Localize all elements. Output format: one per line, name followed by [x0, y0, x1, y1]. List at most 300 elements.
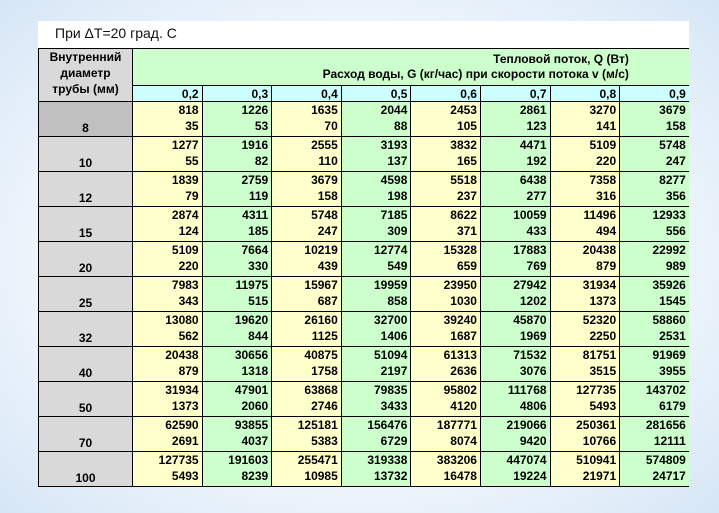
heat-flow-value: 79835: [374, 383, 408, 397]
water-flow-value: 2250: [589, 329, 617, 343]
water-flow-value: 158: [317, 189, 338, 203]
value-cell: [272, 312, 342, 347]
heat-flow-value: 125181: [297, 418, 338, 432]
water-flow-value: 5383: [311, 434, 338, 448]
value-cell: [480, 382, 550, 417]
heat-flow-value: 12933: [652, 208, 686, 222]
water-flow-value: 247: [665, 154, 686, 168]
heat-flow-value: 19959: [374, 278, 408, 292]
heat-flow-value: 95802: [443, 383, 477, 397]
diameter-cell: 40: [39, 347, 133, 382]
value-cell: [133, 417, 203, 452]
heat-flow-value: 62590: [165, 418, 199, 432]
heat-flow-value: 11975: [235, 278, 269, 292]
table-row: [39, 417, 690, 452]
heat-flow-value: 17883: [513, 243, 547, 257]
value-cell: [341, 312, 411, 347]
value-cell: [202, 277, 272, 312]
value-cell: [272, 137, 342, 172]
water-flow-value: 989: [665, 259, 686, 273]
value-cell: [133, 172, 203, 207]
value-cell: [341, 242, 411, 277]
water-flow-value: 6179: [659, 399, 686, 413]
water-flow-value: 2531: [659, 329, 686, 343]
value-cell: [550, 242, 620, 277]
heat-flow-value: 383206: [436, 453, 477, 467]
heat-flow-value: 219066: [506, 418, 547, 432]
table-row: [39, 137, 690, 172]
heat-flow-value: 319338: [367, 453, 408, 467]
water-flow-value: 10766: [582, 434, 617, 448]
water-flow-value: 844: [248, 329, 269, 343]
heat-flow-value: 40875: [304, 348, 338, 362]
value-cell: [411, 207, 481, 242]
quantity-header: [133, 49, 690, 86]
heat-flow-value: 45870: [513, 313, 547, 327]
value-cell: [341, 137, 411, 172]
water-flow-value: 659: [456, 259, 477, 273]
heat-flow-value: 7664: [241, 243, 269, 257]
heat-flow-value: 31934: [582, 278, 617, 292]
table-row: [39, 172, 690, 207]
water-flow-value: 13732: [374, 469, 408, 483]
value-cell: [341, 417, 411, 452]
water-flow-value: 316: [596, 189, 617, 203]
value-cell: [133, 347, 203, 382]
water-flow-value: 277: [526, 189, 547, 203]
value-cell: [550, 207, 620, 242]
heat-flow-value: 3193: [380, 138, 408, 152]
speed-header-cell: 0,2: [133, 86, 203, 102]
value-cell: [411, 172, 481, 207]
value-cell: [411, 102, 481, 137]
water-flow-value: 82: [254, 154, 269, 168]
heat-flow-value: 1635: [311, 103, 338, 117]
value-cell: [550, 312, 620, 347]
heat-flow-table: [38, 48, 689, 487]
value-cell: [480, 452, 550, 487]
value-cell: [480, 417, 550, 452]
water-flow-value: 879: [596, 259, 617, 273]
heat-flow-value: 7983: [171, 278, 199, 292]
value-cell: [202, 102, 272, 137]
value-cell: [133, 452, 203, 487]
water-flow-value: 124: [178, 224, 199, 238]
heat-flow-value: 156476: [367, 418, 408, 432]
water-flow-value: 8239: [241, 469, 269, 483]
value-cell: [272, 242, 342, 277]
heat-flow-value: 3270: [589, 103, 617, 117]
heat-flow-value: 1916: [241, 138, 269, 152]
heat-flow-value: 20438: [582, 243, 617, 257]
value-cell: [202, 417, 272, 452]
heat-flow-value: 447074: [506, 453, 547, 467]
water-flow-value: 1318: [241, 364, 269, 378]
heat-flow-value: 32700: [374, 313, 408, 327]
heat-flow-value: 10059: [513, 208, 547, 222]
heat-flow-value: 111768: [507, 383, 547, 397]
value-cell: [272, 452, 342, 487]
value-cell: [480, 277, 550, 312]
heat-flow-value: 6438: [519, 173, 547, 187]
value-cell: [411, 242, 481, 277]
heat-flow-value: 7185: [380, 208, 408, 222]
heat-flow-value: 12774: [374, 243, 408, 257]
value-cell: [133, 312, 203, 347]
value-cell: [620, 452, 689, 487]
water-flow-value: 12111: [653, 434, 686, 448]
heat-flow-value: 61313: [443, 348, 477, 362]
heat-flow-value: 4311: [242, 208, 269, 222]
value-cell: [480, 102, 550, 137]
value-cell: [480, 347, 550, 382]
heat-flow-value: 143702: [645, 383, 686, 397]
heat-flow-title: Тепловой поток, Q (Вт): [493, 52, 629, 66]
heat-flow-value: 127735: [576, 383, 617, 397]
water-flow-value: 879: [178, 364, 199, 378]
water-flow-value: 3076: [519, 364, 547, 378]
heat-flow-value: 510941: [576, 453, 617, 467]
heat-flow-value: 818: [178, 103, 199, 117]
diameter-header-line: Внутренний: [49, 50, 122, 64]
heat-flow-value: 19620: [234, 313, 269, 327]
value-cell: [411, 452, 481, 487]
spreadsheet-image: [38, 21, 689, 487]
water-flow-value: 1687: [450, 329, 477, 343]
heat-flow-value: 39240: [443, 313, 477, 327]
value-cell: [620, 347, 689, 382]
heat-flow-value: 5518: [450, 173, 477, 187]
value-cell: [411, 417, 481, 452]
heat-flow-value: 2874: [171, 208, 199, 222]
value-cell: [411, 277, 481, 312]
heat-flow-value: 71532: [513, 348, 547, 362]
heat-flow-value: 26160: [304, 313, 338, 327]
heat-flow-value: 13080: [165, 313, 199, 327]
value-cell: [411, 382, 481, 417]
water-flow-value: 769: [526, 259, 547, 273]
water-flow-value: 2746: [311, 399, 338, 413]
water-flow-value: 2060: [241, 399, 269, 413]
value-cell: [341, 277, 411, 312]
water-flow-value: 4806: [519, 399, 547, 413]
value-cell: [341, 102, 411, 137]
water-flow-value: 24717: [652, 469, 686, 483]
value-cell: [480, 242, 550, 277]
heat-flow-value: 1839: [171, 173, 199, 187]
table-row: [39, 277, 690, 312]
water-flow-value: 110: [318, 154, 338, 168]
water-flow-value: 1969: [519, 329, 547, 343]
value-cell: [202, 312, 272, 347]
water-flow-value: 3515: [589, 364, 617, 378]
water-flow-value: 21971: [582, 469, 617, 483]
heat-flow-value: 58860: [652, 313, 686, 327]
water-flow-value: 687: [317, 294, 338, 308]
heat-flow-value: 52320: [582, 313, 617, 327]
water-flow-value: 343: [178, 294, 199, 308]
water-flow-value: 198: [387, 189, 408, 203]
value-cell: [620, 312, 689, 347]
water-flow-value: 88: [394, 119, 408, 133]
heat-flow-value: 5109: [589, 138, 617, 152]
table-row: [39, 312, 690, 347]
value-cell: [202, 137, 272, 172]
value-cell: [341, 452, 411, 487]
water-flow-value: 158: [665, 119, 686, 133]
water-flow-value: 19224: [513, 469, 547, 483]
water-flow-value: 1373: [589, 294, 617, 308]
value-cell: [480, 172, 550, 207]
water-flow-value: 309: [387, 224, 408, 238]
heat-flow-value: 47901: [234, 383, 269, 397]
value-cell: [480, 207, 550, 242]
water-flow-value: 562: [178, 329, 199, 343]
heat-flow-value: 51094: [374, 348, 408, 362]
water-flow-value: 1373: [171, 399, 199, 413]
value-cell: [620, 382, 689, 417]
value-cell: [620, 277, 689, 312]
value-cell: [133, 382, 203, 417]
diameter-cell: 10: [39, 137, 133, 172]
water-flow-value: 1758: [311, 364, 338, 378]
value-cell: [620, 137, 689, 172]
diameter-cell: 100: [39, 452, 133, 487]
value-cell: [202, 382, 272, 417]
water-flow-value: 556: [665, 224, 686, 238]
heat-flow-value: 187771: [436, 418, 477, 432]
value-cell: [341, 207, 411, 242]
water-flow-value: 119: [248, 189, 269, 203]
value-cell: [620, 102, 689, 137]
speed-header-cell: 0,9: [620, 86, 689, 102]
value-cell: [620, 172, 689, 207]
water-flow-value: 2197: [380, 364, 408, 378]
table-row: [39, 382, 690, 417]
value-cell: [202, 347, 272, 382]
water-flow-value: 192: [526, 154, 547, 168]
water-flow-value: 10985: [304, 469, 338, 483]
value-cell: [550, 417, 620, 452]
water-flow-value: 433: [526, 224, 547, 238]
value-cell: [341, 382, 411, 417]
value-cell: [272, 347, 342, 382]
heat-flow-value: 7358: [589, 173, 617, 187]
heat-flow-value: 35926: [652, 278, 686, 292]
value-cell: [133, 242, 203, 277]
water-flow-value: 2636: [450, 364, 477, 378]
heat-flow-value: 81751: [582, 348, 617, 362]
heat-flow-value: 93855: [234, 418, 269, 432]
heat-flow-value: 1226: [241, 103, 269, 117]
heat-flow-value: 2861: [519, 103, 547, 117]
speed-header-cell: 0,5: [341, 86, 411, 102]
value-cell: [550, 172, 620, 207]
water-flow-value: 858: [387, 294, 408, 308]
water-flow-value: 220: [596, 154, 617, 168]
value-cell: [272, 102, 342, 137]
value-cell: [620, 207, 689, 242]
value-cell: [272, 382, 342, 417]
heat-flow-value: 3679: [659, 103, 686, 117]
value-cell: [133, 137, 203, 172]
heat-flow-value: 2759: [241, 173, 269, 187]
heat-flow-value: 27942: [513, 278, 547, 292]
water-flow-value: 141: [596, 119, 617, 133]
heat-flow-value: 574809: [645, 453, 686, 467]
water-flow-value: 330: [248, 259, 269, 273]
heat-flow-value: 255471: [297, 453, 338, 467]
table-body: [39, 102, 690, 487]
value-cell: [550, 382, 620, 417]
diameter-cell: 12: [39, 172, 133, 207]
value-cell: [202, 452, 272, 487]
value-cell: [480, 312, 550, 347]
heat-flow-value: 5748: [311, 208, 338, 222]
value-cell: [341, 172, 411, 207]
heat-flow-value: 15967: [304, 278, 338, 292]
water-flow-value: 165: [456, 154, 477, 168]
table-row: [39, 102, 690, 137]
table-row: [39, 207, 690, 242]
value-cell: [550, 452, 620, 487]
table-row: [39, 242, 690, 277]
heat-flow-value: 2044: [380, 103, 408, 117]
value-cell: [550, 347, 620, 382]
water-flow-value: 247: [317, 224, 338, 238]
value-cell: [411, 312, 481, 347]
heat-flow-value: 127735: [158, 453, 199, 467]
heat-flow-value: 63868: [304, 383, 338, 397]
water-flow-value: 53: [254, 119, 269, 133]
value-cell: [202, 172, 272, 207]
water-flow-value: 79: [185, 189, 199, 203]
speed-header-cell: 0,7: [480, 86, 550, 102]
water-flow-value: 5493: [589, 399, 617, 413]
diameter-header-line: диаметр: [60, 66, 111, 80]
heat-flow-value: 30656: [234, 348, 269, 362]
heat-flow-value: 8622: [450, 208, 477, 222]
water-flow-value: 237: [456, 189, 477, 203]
diameter-cell: 70: [39, 417, 133, 452]
heat-flow-value: 11496: [583, 208, 617, 222]
value-cell: [202, 207, 272, 242]
water-flow-value: 8074: [450, 434, 477, 448]
speed-header-cell: 0,3: [202, 86, 272, 102]
diameter-cell: 50: [39, 382, 133, 417]
water-flow-value: 515: [248, 294, 269, 308]
value-cell: [341, 347, 411, 382]
water-flow-value: 6729: [380, 434, 408, 448]
water-flow-value: 4120: [450, 399, 477, 413]
diameter-cell: 25: [39, 277, 133, 312]
value-cell: [272, 172, 342, 207]
heat-flow-value: 4471: [519, 138, 547, 152]
diameter-cell: 32: [39, 312, 133, 347]
heat-flow-value: 8277: [659, 173, 686, 187]
heat-flow-value: 10219: [304, 243, 338, 257]
water-flow-value: 2691: [171, 434, 199, 448]
value-cell: [133, 277, 203, 312]
table-row: [39, 452, 690, 487]
diameter-cell: 20: [39, 242, 133, 277]
heat-flow-value: 3679: [311, 173, 338, 187]
diameter-header-line: трубы (мм): [52, 82, 119, 96]
heat-flow-value: 22992: [652, 243, 686, 257]
value-cell: [272, 277, 342, 312]
water-flow-value: 3955: [659, 364, 686, 378]
value-cell: [133, 207, 203, 242]
heat-flow-value: 91969: [652, 348, 686, 362]
heat-flow-value: 2453: [450, 103, 477, 117]
water-flow-value: 220: [178, 259, 199, 273]
value-cell: [411, 347, 481, 382]
water-flow-value: 1545: [659, 294, 686, 308]
water-flow-value: 16478: [443, 469, 477, 483]
heat-flow-value: 5109: [171, 243, 199, 257]
heat-flow-value: 15328: [443, 243, 477, 257]
diameter-cell: 8: [39, 102, 133, 137]
heat-flow-value: 281656: [645, 418, 686, 432]
water-flow-value: 185: [248, 224, 269, 238]
water-flow-value: 439: [317, 259, 338, 273]
water-flow-value: 3433: [380, 399, 408, 413]
water-flow-value: 123: [526, 119, 547, 133]
water-flow-value: 70: [324, 119, 338, 133]
speed-header-row: [39, 86, 690, 102]
diameter-header: [39, 49, 133, 102]
speed-header-cell: 0,6: [411, 86, 481, 102]
water-flow-value: 549: [387, 259, 408, 273]
water-flow-value: 137: [387, 154, 408, 168]
water-flow-value: 35: [185, 119, 199, 133]
table-row: [39, 347, 690, 382]
heat-flow-value: 2555: [311, 138, 338, 152]
value-cell: [550, 137, 620, 172]
value-cell: [272, 207, 342, 242]
value-cell: [620, 242, 689, 277]
table-caption: При ΔT=20 град. С: [55, 25, 177, 41]
heat-flow-value: 4598: [380, 173, 408, 187]
value-cell: [620, 417, 689, 452]
water-flow-value: 1406: [380, 329, 408, 343]
value-cell: [480, 137, 550, 172]
water-flow-title: Расход воды, G (кг/час) при скорости потока v (м/с): [322, 67, 629, 81]
heat-flow-value: 250361: [576, 418, 617, 432]
water-flow-value: 9420: [519, 434, 547, 448]
water-flow-value: 1125: [311, 329, 338, 343]
heat-flow-value: 23950: [443, 278, 477, 292]
heat-flow-value: 1277: [171, 138, 199, 152]
water-flow-value: 356: [665, 189, 686, 203]
water-flow-value: 1030: [450, 294, 477, 308]
water-flow-value: 1202: [519, 294, 547, 308]
speed-header-cell: 0,8: [550, 86, 620, 102]
value-cell: [202, 242, 272, 277]
water-flow-value: 5493: [171, 469, 199, 483]
value-cell: [411, 137, 481, 172]
water-flow-value: 494: [596, 224, 617, 238]
water-flow-value: 4037: [241, 434, 269, 448]
heat-flow-value: 20438: [165, 348, 199, 362]
value-cell: [550, 102, 620, 137]
speed-header-cell: 0,4: [272, 86, 342, 102]
value-cell: [272, 417, 342, 452]
diameter-cell: 15: [39, 207, 133, 242]
heat-flow-value: 3832: [450, 138, 477, 152]
water-flow-value: 371: [456, 224, 477, 238]
value-cell: [550, 277, 620, 312]
